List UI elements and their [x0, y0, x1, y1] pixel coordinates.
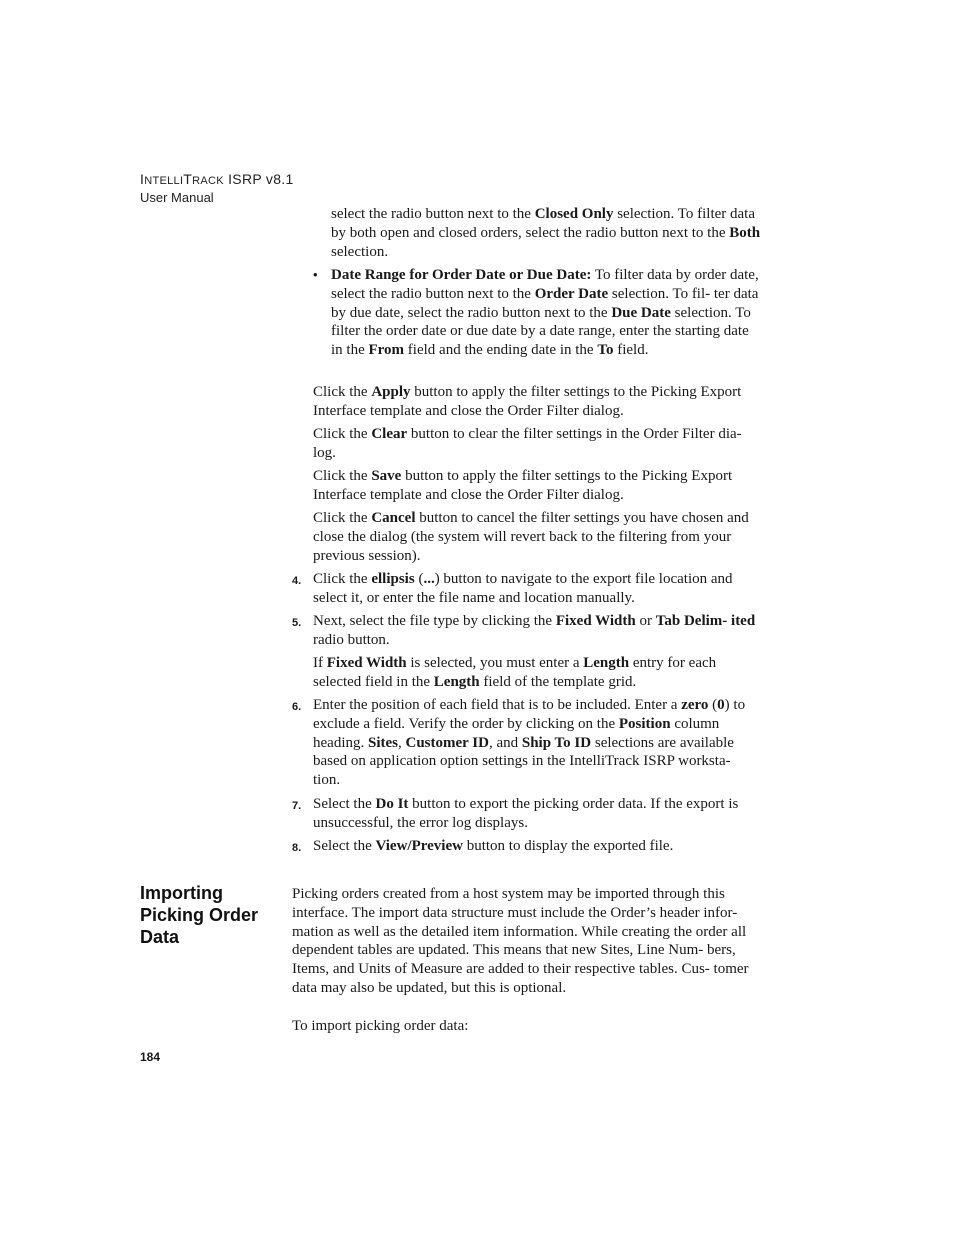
- section-heading: Importing Picking Order Data: [140, 883, 259, 947]
- cancel-paragraph: Click the Cancel button to cancel the filter settings you have chosen and close the dialog (the system will revert back to the filtering from your previous session).: [313, 510, 749, 564]
- product-title: INTELLITRACK ISRP v8.1: [140, 171, 294, 187]
- running-header: [140, 170, 294, 206]
- apply-paragraph: Click the Apply button to apply the filter settings to the Picking Export Interface template and close the Order Filter dialog.: [313, 384, 742, 419]
- step-number: 6.: [292, 701, 302, 713]
- date-range-bullet: • Date Range for Order Date or Due Date: To filter data by order date, select the radio button next to the Order Date selection. To fil- ter data by due date, select the radio button next to the Due Date selection. To filter the order date or due date by a date range, enter the starting date in the From field and the ending date in the To field.: [313, 267, 759, 359]
- step-number: 4.: [292, 575, 302, 587]
- fixed-width-paragraph: If Fixed Width is selected, you must enter a Length entry for each selected field in the Length field of the template grid.: [313, 655, 717, 690]
- bullet-glyph: •: [313, 267, 318, 282]
- step-6: 6. Enter the position of each field that is to be included. Enter a zero (0) to exclude a field. Verify the order by clicking on the Position column heading. Sites, Customer ID, and Ship To ID selections are available based on application option settings in the IntelliTrack ISRP worksta- tion.: [292, 697, 746, 789]
- clear-paragraph: Click the Clear button to clear the filter settings in the Order Filter dia- log.: [313, 426, 742, 461]
- closed-only-paragraph: select the radio button next to the Closed Only selection. To filter data by both open and closed orders, select the radio button next to the Both selection.: [331, 206, 761, 260]
- step-number: 7.: [292, 800, 302, 812]
- save-paragraph: Click the Save button to apply the filter settings to the Picking Export Interface template and close the Order Filter dialog.: [313, 468, 733, 503]
- step-number: 8.: [292, 842, 302, 854]
- step-8: 8. Select the View/Preview button to display the exported file.: [313, 837, 761, 856]
- step-number: 5.: [292, 617, 302, 629]
- manual-subtitle: User Manual: [140, 190, 214, 205]
- page-number: 184: [140, 1050, 161, 1064]
- import-lead-in: To import picking order data:: [292, 1018, 469, 1034]
- step-5: 5. Next, select the file type by clicking the Fixed Width or Tab Delim- ited radio button.: [292, 613, 756, 648]
- section-intro-paragraph: Picking orders created from a host system may be imported through this interface. The import data structure must include the Order’s header infor- mation as well as the detailed item information. While creating the order all dependent tables are updated. This means that new Sites, Line Num- bers, Items, and Units of Measure are added to their respective tables. Cus- tomer data may also be updated, but this is optional.: [292, 886, 749, 996]
- step-7: 7. Select the Do It button to export the picking order data. If the export is unsuccessful, the error log displays.: [292, 796, 739, 831]
- step-4: 4. Click the ellipsis (...) button to navigate to the export file location and select it, or enter the file name and location manually.: [292, 571, 733, 606]
